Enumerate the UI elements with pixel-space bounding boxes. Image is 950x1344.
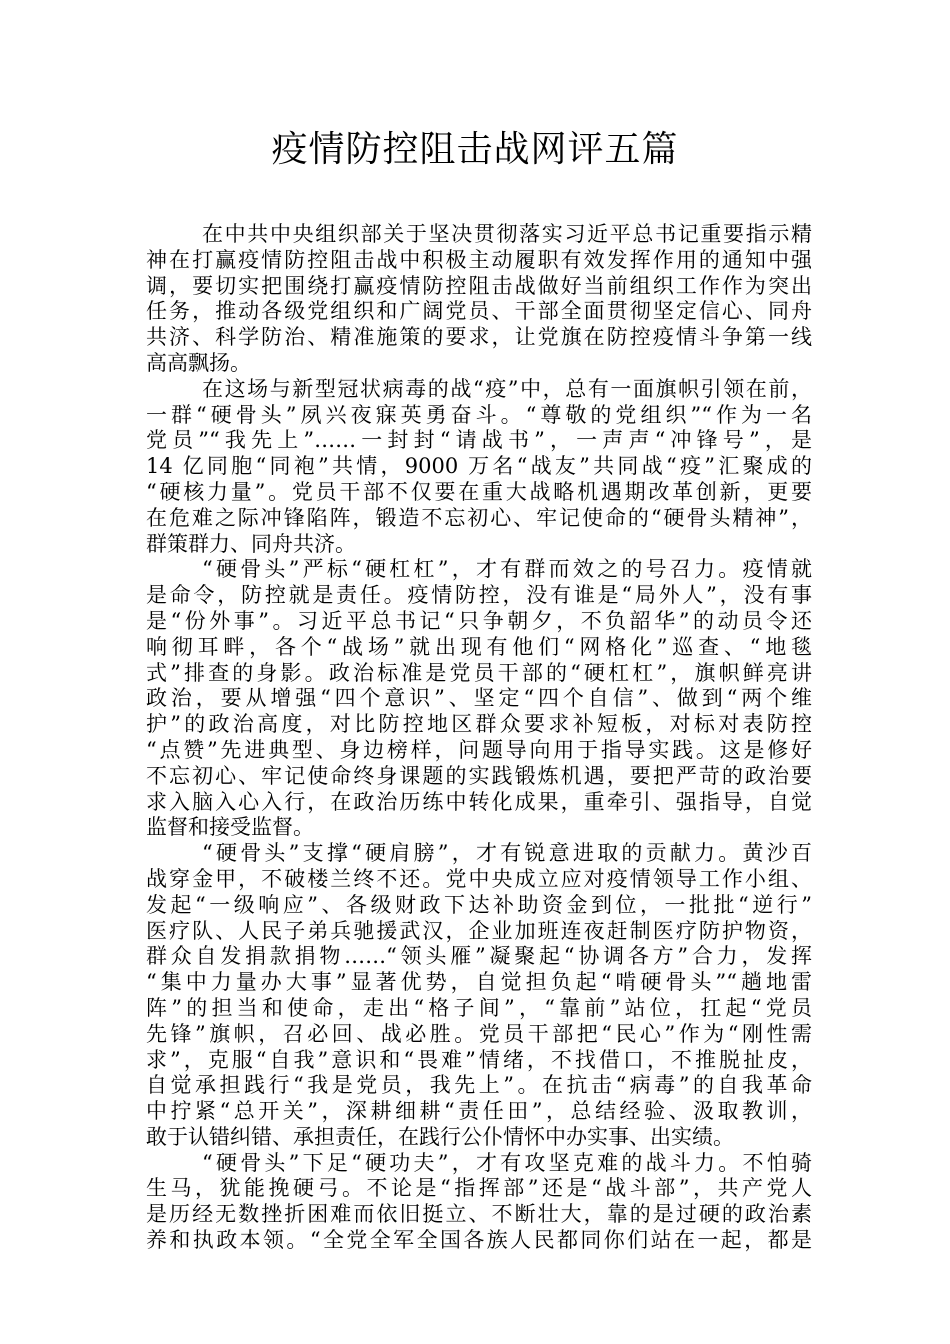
text-line: “点赞”先进典型、身边榜样，问题导向用于指导实践。这是修好 [146,737,812,762]
text-line: 发起“一级响应”、各级财政下达补助资金到位，一批批“逆行” [146,892,812,917]
text-line: 求入脑入心入行，在政治历练中转化成果，重牵引、强指导，自觉 [146,789,812,814]
text-line: 在中共中央组织部关于坚决贯彻落实习近平总书记重要指示精 [202,222,812,246]
paragraph [146,222,812,377]
text-line: “硬骨头”严标“硬杠杠”，才有群而效之的号召力。疫情就 [202,557,812,582]
text-line: 不忘初心、牢记使命终身课题的实践锻炼机遇，要把严苛的政治要 [146,763,812,788]
text-line: 养和执政本领。“全党全军全国各族人民都同你们站在一起，都是 [146,1228,812,1253]
text-line: 护”的政治高度，对比防控地区群众要求补短板，对标对表防控 [146,712,812,737]
text-line: 是历经无数挫折困难而依旧挺立、不断壮大，靠的是过硬的政治素 [146,1202,812,1227]
text-line: 一群“硬骨头”夙兴夜寐英勇奋斗。“尊敬的党组织”“作为一名 [146,402,812,427]
text-line: 群众自发捐款捐物……“领头雁”凝聚起“协调各方”合力，发挥 [146,944,812,969]
text-line: 自觉承担践行“我是党员，我先上”。在抗击“病毒”的自我革命 [146,1073,812,1098]
text-line: 在危难之际冲锋陷阵，锻造不忘初心、牢记使命的“硬骨头精神”， [146,505,812,530]
text-line: 中拧紧“总开关”，深耕细耕“责任田”，总结经验、汲取教训， [146,1099,812,1124]
text-line: 14 亿同胞“同袍”共情，9000 万名“战友”共同战“疫”汇聚成的 [146,454,812,479]
text-line: 党员”“我先上”……一封封“请战书”，一声声“冲锋号”，是 [146,428,812,453]
paragraph [146,557,812,841]
document-body [146,222,812,1254]
text-line: 神在打赢疫情防控阻击战中积极主动履职有效发挥作用的通知中强 [146,247,812,272]
text-line: 生马，犹能挽硬弓。不论是“指挥部”还是“战斗部”，共产党人 [146,1176,812,1201]
text-line: 是命令，防控就是责任。疫情防控，没有谁是“局外人”，没有事 [146,583,812,608]
text-line: 式”排查的身影。政治标准是党员干部的“硬杠杠”，旗帜鲜亮讲 [146,660,812,685]
text-line: “硬核力量”。党员干部不仅要在重大战略机遇期改革创新，更要 [146,479,812,504]
text-line: 监督和接受监督。 [146,815,314,840]
text-line: “硬骨头”支撑“硬肩膀”，才有锐意进取的贡献力。黄沙百 [202,841,812,866]
text-line: 战穿金甲，不破楼兰终不还。党中央成立应对疫情领导工作小组、 [146,866,812,891]
text-line: 在这场与新型冠状病毒的战“疫”中，总有一面旗帜引领在前， [202,376,812,401]
text-line: 任务，推动各级党组织和广阔党员、干部全面贯彻坚定信心、同舟 [146,299,812,324]
text-line: 医疗队、人民子弟兵驰援武汉，企业加班连夜赶制医疗防护物资， [146,918,812,943]
text-line: 敢于认错纠错、承担责任，在践行公仆情怀中办实事、出实绩。 [146,1124,734,1149]
paragraph [146,1151,812,1254]
text-line: 高高飘扬。 [146,350,251,375]
text-line: 调，要切实把围绕打赢疫情防控阻击战做好当前组织工作作为突出 [146,273,812,298]
text-line: 政治，要从增强“四个意识”、坚定“四个自信”、做到“两个维 [146,686,812,711]
text-line: 阵”的担当和使命，走出“格子间”，“靠前”站位，扛起“党员 [146,995,812,1020]
text-line: 是“份外事”。习近平总书记“只争朝夕，不负韶华”的动员令还 [146,608,812,633]
paragraph [146,377,812,558]
text-line: 先锋”旗帜，召必回、战必胜。党员干部把“民心”作为“刚性需 [146,1021,812,1046]
document-title: 疫情防控阻击战网评五篇 [271,129,679,170]
paragraph [146,841,812,1151]
text-line: 共济、科学防治、精准施策的要求，让党旗在防控疫情斗争第一线 [146,325,812,350]
text-line: 求”，克服“自我”意识和“畏难”情绪，不找借口，不推脱扯皮， [146,1047,812,1072]
text-line: 响彻耳畔，各个“战场”就出现有他们“网格化”巡查、“地毯 [146,634,812,659]
text-line: 群策群力、同舟共济。 [146,531,356,556]
text-line: “集中力量办大事”显著优势，自觉担负起“啃硬骨头”“趟地雷 [146,970,812,995]
text-line: “硬骨头”下足“硬功夫”，才有攻坚克难的战斗力。不怕骑 [202,1150,812,1175]
